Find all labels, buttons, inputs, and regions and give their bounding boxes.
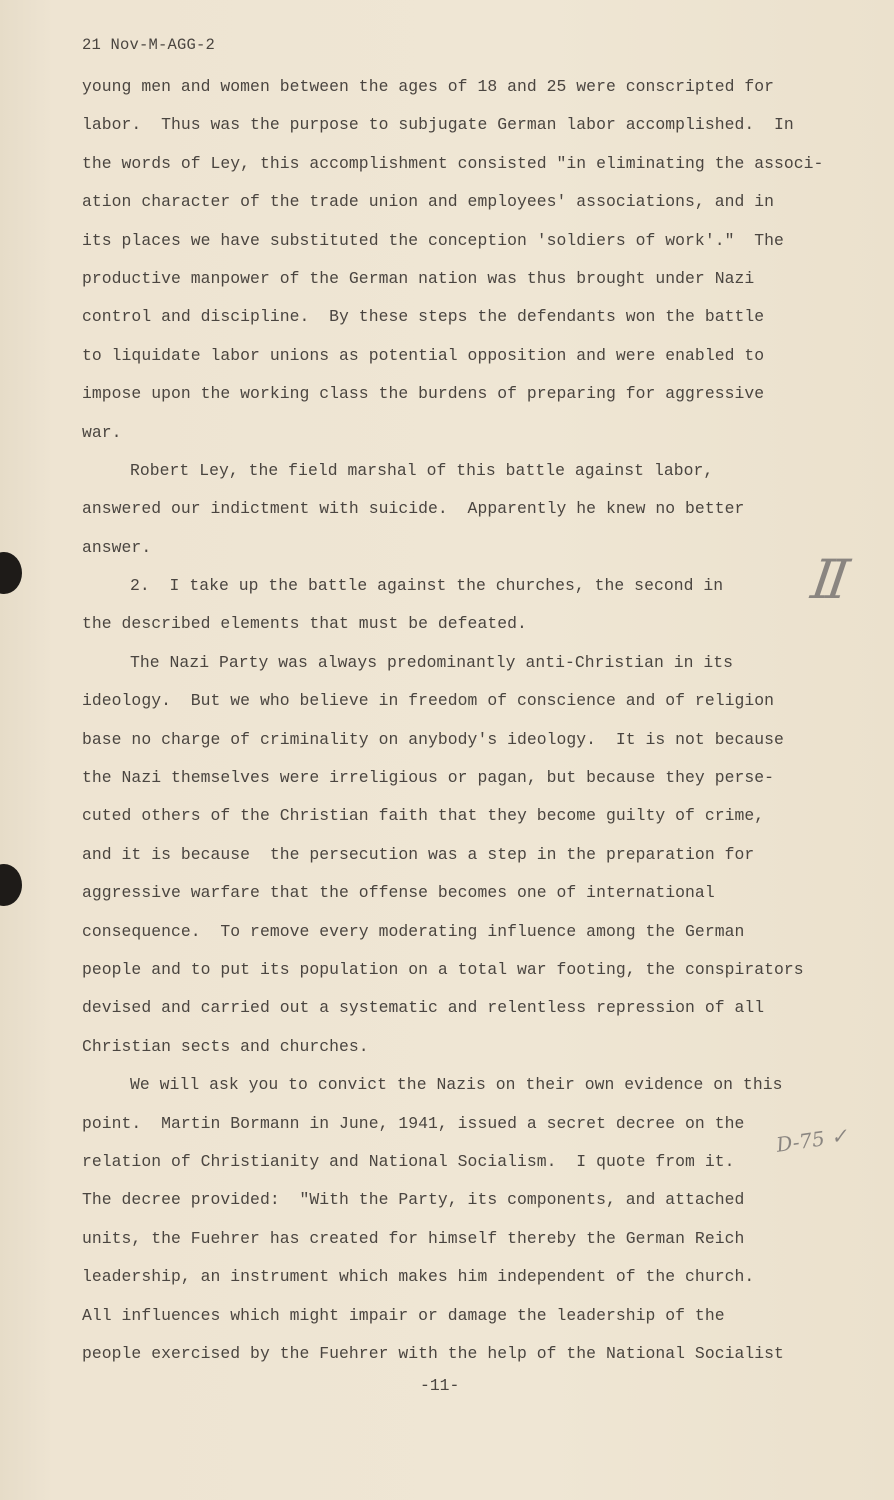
document-body <box>82 74 842 1379</box>
page-number: -11- <box>420 1376 460 1395</box>
text-line: leadership, an instrument which makes him independent of the church. <box>82 1267 755 1287</box>
text-line: Christian sects and churches. <box>82 1036 369 1056</box>
text-line: point. Martin Bormann in June, 1941, issued a secret decree on the <box>82 1113 745 1133</box>
margin-mark: II <box>807 548 848 611</box>
text-line: We will ask you to convict the Nazis on their own evidence on this <box>130 1075 783 1095</box>
text-line: ation character of the trade union and employees' associations, and in <box>82 192 775 212</box>
text-line: ideology. But we who believe in freedom of conscience and of religion <box>82 691 775 711</box>
text-line: war. <box>82 422 122 442</box>
text-line: people exercised by the Fuehrer with the help of the National Socialist <box>82 1343 784 1363</box>
text-line: its places we have substituted the conception 'soldiers of work'." The <box>82 230 784 250</box>
text-line: cuted others of the Christian faith that they become guilty of crime, <box>82 806 765 826</box>
text-line: All influences which might impair or damage the leadership of the <box>82 1305 725 1325</box>
text-line: 2. I take up the battle against the churches, the second in <box>130 576 724 596</box>
text-line: labor. Thus was the purpose to subjugate German labor accomplished. In <box>82 115 794 135</box>
exhibit-reference: D-75 ✓ <box>774 1123 850 1157</box>
text-line: consequence. To remove every moderating influence among the German <box>82 921 745 941</box>
text-line: base no charge of criminality on anybody's ideology. It is not because <box>82 729 784 749</box>
text-line: devised and carried out a systematic and relentless repression of all <box>82 998 765 1018</box>
text-line: relation of Christianity and National Socialism. I quote from it. <box>82 1151 735 1171</box>
text-line: control and discipline. By these steps the defendants won the battle <box>82 307 765 327</box>
text-line: productive manpower of the German nation was thus brought under Nazi <box>82 268 755 288</box>
text-line: units, the Fuehrer has created for himself thereby the German Reich <box>82 1228 745 1248</box>
text-line: answered our indictment with suicide. Apparently he knew no better <box>82 499 745 519</box>
text-line: and it is because the persecution was a step in the preparation for <box>82 844 755 864</box>
text-line: to liquidate labor unions as potential opposition and were enabled to <box>82 345 765 365</box>
text-line: impose upon the working class the burdens of preparing for aggressive <box>82 384 765 404</box>
text-line: the words of Ley, this accomplishment consisted "in eliminating the associ- <box>82 153 824 173</box>
text-line: Robert Ley, the field marshal of this battle against labor, <box>130 460 714 480</box>
text-line: The Nazi Party was always predominantly anti-Christian in its <box>130 652 734 672</box>
text-line: answer. <box>82 537 152 557</box>
document-header: 21 Nov-M-AGG-2 <box>82 36 216 54</box>
text-line: young men and women between the ages of 18 and 25 were conscripted for <box>82 77 775 96</box>
text-line: the Nazi themselves were irreligious or pagan, but because they perse- <box>82 768 775 788</box>
text-line: aggressive warfare that the offense becomes one of international <box>82 883 715 903</box>
text-line: people and to put its population on a total war footing, the conspirators <box>82 959 804 979</box>
text-line: The decree provided: "With the Party, its components, and attached <box>82 1190 745 1210</box>
text-line: the described elements that must be defeated. <box>82 614 527 634</box>
